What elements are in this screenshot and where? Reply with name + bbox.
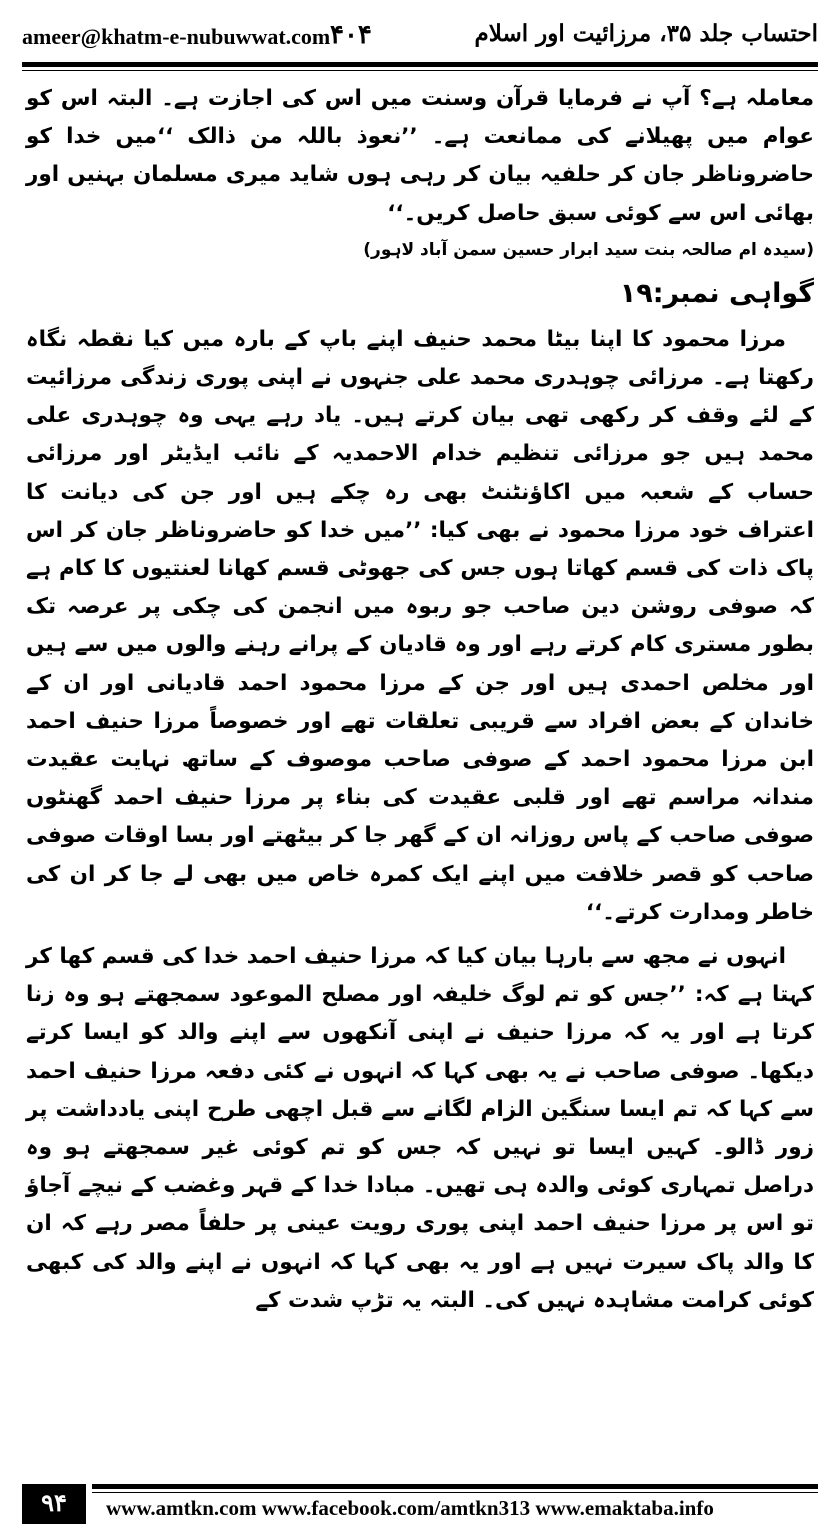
footer-links[interactable]: www.amtkn.com www.facebook.com/amtkn313 www.emaktaba.info — [106, 1496, 714, 1520]
header-page-number: ۴۰۴ — [330, 20, 372, 50]
footer-page-number: ۹۴ — [22, 1484, 86, 1524]
paragraph-3: انہوں نے مجھ سے بارہا بیان کیا کہ مرزا حنیف احمد خدا کی قسم کھا کر کہتا ہے کہ: ’’جس کو تم لوگ خلیفہ اور مصلح الموعود سمجھتے ہو وہ زنا کرتا ہے اور یہ کہ مرزا حنیف نے اپنی آنکھوں سے اپنے والد کو ایسا کرتے دیکھا۔ صوفی صاحب نے یہ بھی کہا کہ انہوں نے کئی دفعہ مرزا حنیف احمد سے کہا کہ تم ایسا سنگین الزام لگانے سے قبل اچھی طرح اپنی یادداشت پر زور ڈالو۔ کہیں ایسا تو نہیں کہ جس کو تم کوئی غیر سمجھتے ہو وہ دراصل تمہاری کوئی والدہ ہی تھیں۔ مبادا خدا کے قہر وغضب کے نیچے آجاؤ تو اس پر مرزا حنیف احمد اپنی پوری رویت عینی پر حلفاً مصر رہے کہ ان کا والد پاک سیرت نہیں ہے اور یہ بھی کہا کہ انہوں نے اپنے والد کی کبھی کوئی کرامت مشاہدہ نہیں کی۔ البتہ یہ تڑپ شدت کے — [26, 944, 814, 1313]
page-header — [22, 20, 818, 60]
footer-rule-thick — [92, 1484, 818, 1489]
attribution: (سیدہ ام صالحہ بنت سید ابرار حسین سمن آباد لاہور) — [363, 239, 814, 260]
section-heading: گواہی نمبر:۱۹ — [619, 277, 814, 309]
page-body — [26, 80, 814, 1460]
header-rule-thick — [22, 62, 818, 67]
paragraph-2: مرزا محمود کا اپنا بیٹا محمد حنیف اپنے باپ کے بارہ میں کیا نقطہ نگاہ رکھتا ہے۔ مرزائی چوہدری محمد علی جنہوں نے اپنی پوری زندگی مرزائیت کے لئے وقف کر رکھی تھی بیان کرتے ہیں۔ یاد رہے یہی وہ چوہدری علی محمد ہیں جو مرزائی تنظیم خدام الاحمدیہ کے نائب ایڈیٹر اور مرزائی حساب کے شعبہ میں اکاؤنٹنٹ بھی رہ چکے ہیں اور جن کی دیانت کا اعتراف خود مرزا محمود نے بھی کیا: ’’میں خدا کو حاضروناظر جان کر اس پاک ذات کی قسم کھاتا ہوں جس کی جھوٹی قسم کھانا لعنتیوں کا کام ہے کہ صوفی روشن دین صاحب جو ربوہ میں انجمن کی چکی پر عرصہ تک بطور مستری کام کرتے رہے اور وہ قادیان کے پرانے رہنے والوں میں سے ہیں اور مخلص احمدی ہیں اور جن کے مرزا محمود احمد قادیانی اور ان کے خاندان کے بعض افراد سے قریبی تعلقات تھے اور خصوصاً مرزا حنیف احمد ابن مرزا محمود احمد کے صوفی صاحب موصوف کے ساتھ نہایت عقیدت مندانہ مراسم تھے اور قلبی عقیدت کی بناء پر مرزا حنیف احمد گھنٹوں صوفی صاحب کے پاس روزانہ ان کے گھر جا کر بیٹھتے اور بسا اوقات صوفی صاحب کو قصر خلافت میں اپنے ایک کمرہ خاص میں بھی لے جا کر ان کی خاطر ومدارت کرتے۔‘‘ — [26, 326, 815, 925]
header-email: ameer@khatm-e-nubuwwat.com — [22, 24, 331, 49]
header-title: احتساب جلد ۳۵، مرزائیت اور اسلام — [474, 20, 818, 47]
header-rule-thin — [22, 70, 818, 71]
page-footer — [22, 1478, 818, 1526]
paragraph-1: معاملہ ہے؟ آپ نے فرمایا قرآن وسنت میں اس کی اجازت ہے۔ البتہ اس کو عوام میں پھیلانے کی ممانعت ہے۔ ’’نعوذ باللہ من ذالک ‘‘میں خدا کو حاضروناظر جان کر حلفیہ بیان کر رہی ہوں شاید میری مسلمان بہنیں اور بھائی اس سے کوئی سبق حاصل کریں۔‘‘ — [26, 86, 814, 226]
footer-rule-thin — [92, 1492, 818, 1493]
